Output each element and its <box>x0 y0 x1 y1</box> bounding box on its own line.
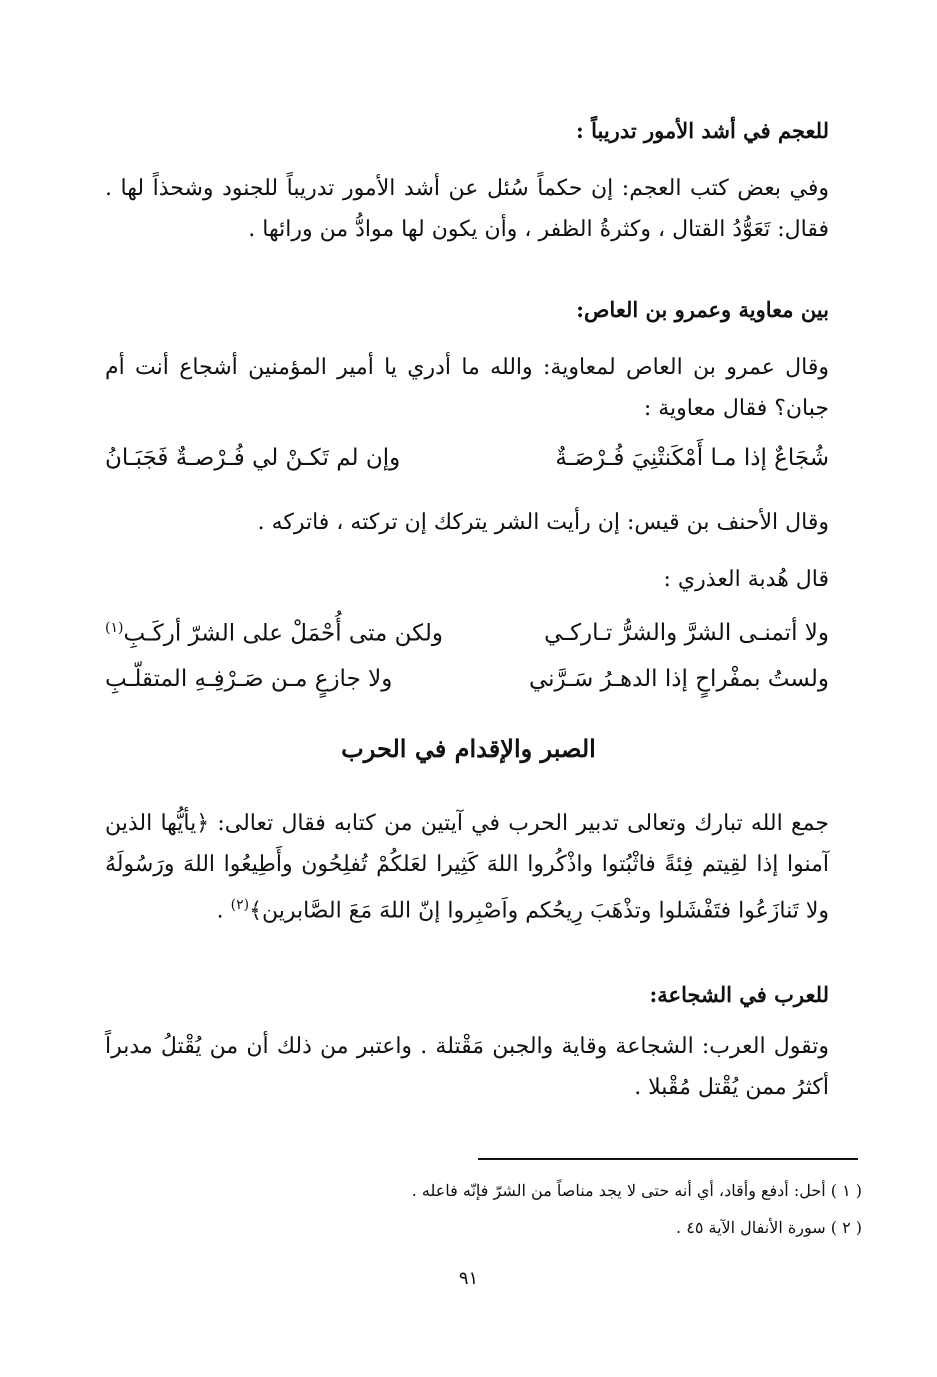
paragraph-quran <box>105 803 829 931</box>
poem-line-1 <box>105 435 829 481</box>
paragraph-ahnaf: وقال الأحنف بن قيس: إن رأيت الشر يتركك إن تركته ، فاتركه . <box>257 510 829 535</box>
footnote-2: ( ٢ ) سورة الأنفال الآية ٤٥ . <box>676 1218 862 1237</box>
heading-arab: للعرب في الشجاعة: <box>649 982 829 1007</box>
heading-hudba: قال هُدبة العذري : <box>663 567 829 592</box>
footnote-1: ( ١ ) أحل: أدفع وأقاد، أي أنه حتى لا يجد مناصاً من الشرّ فإنّه فاعله . <box>411 1181 862 1200</box>
footnote-divider <box>478 1158 858 1160</box>
heading-muawiya: بين معاوية وعمرو بن العاص: <box>576 297 829 322</box>
paragraph-quran-end: . <box>216 898 231 924</box>
poem-hemistich-right: ولا أتمنـى الشرَّ والشرُّ تـاركـي <box>544 620 829 646</box>
poem-hemistich-left <box>105 620 443 647</box>
paragraph-ajam: وفي بعض كتب العجم: إن حكماً سُئل عن أشد الأمور تدريباً للجنود وشحذاً لها . فقال: تَعَوُّدُ القتال ، وكثرةُ الظفر ، وأن يكون لها موادُّ من ورائها . <box>105 176 829 242</box>
paragraph-arab: وتقول العرب: الشجاعة وقاية والجبن مَقْتلة . واعتبر من ذلك أن من يُقْتلُ مدبراً أكثرُ ممن يُقْتل مُقْبلا . <box>105 1034 829 1100</box>
section-title: الصبر والإقدام في الحرب <box>341 734 596 763</box>
poem-hemistich-left: ولا جازعٍ مـن صَـرْفِـهِ المتقلّـبِ <box>105 666 393 692</box>
paragraph-amr: وقال عمرو بن العاص لمعاوية: والله ما أدري يا أمير المؤمنين أشجاع أنت أم جبان؟ فقال معاوية : <box>105 355 829 421</box>
poem-hemistich-left: وإن لم تَكـنْ لي فُـرْصـةٌ فَجَبَـانُ <box>105 445 401 471</box>
heading-ajam: للعجم في أشد الأمور تدريباً : <box>576 118 829 143</box>
page-number: ٩١ <box>458 1268 479 1289</box>
poem-hemistich-right: ولستُ بمفْراحٍ إذا الدهـرُ سَـرَّني <box>528 666 829 692</box>
footnote-marker-2: (٢) <box>230 897 250 913</box>
poem-line-2 <box>105 610 829 656</box>
poem-hemistich-right: شُجَاعٌ إذا مـا أَمْكَنتْنِيَ فُـرْصَـةٌ <box>555 445 829 471</box>
poem-line-3 <box>105 656 829 702</box>
paragraph-quran-text: جمع الله تبارك وتعالى تدبير الحرب في آيتين من كتابه فقال تعالى: ﴿يأيُّها الذين آمنوا إذا لقِيتم فِئةً فاثْبُتوا واذْكُروا اللهَ كَثِيرا لعَلكُمْ تُفلِحُون وأَطِيعُوا اللهَ ورَسُولَهُ ولا تَنازَعُوا فتَفْشَلوا وتذْهَبَ رِيحُكم واَصْبِروا إنّ اللهَ مَعَ الصَّابرين﴾ <box>105 811 829 924</box>
footnote-marker-1: (١) <box>105 619 124 636</box>
poem-hemistich-left-text: ولكن متى أُحْمَلْ على الشرّ أركَـبِ <box>123 620 443 647</box>
